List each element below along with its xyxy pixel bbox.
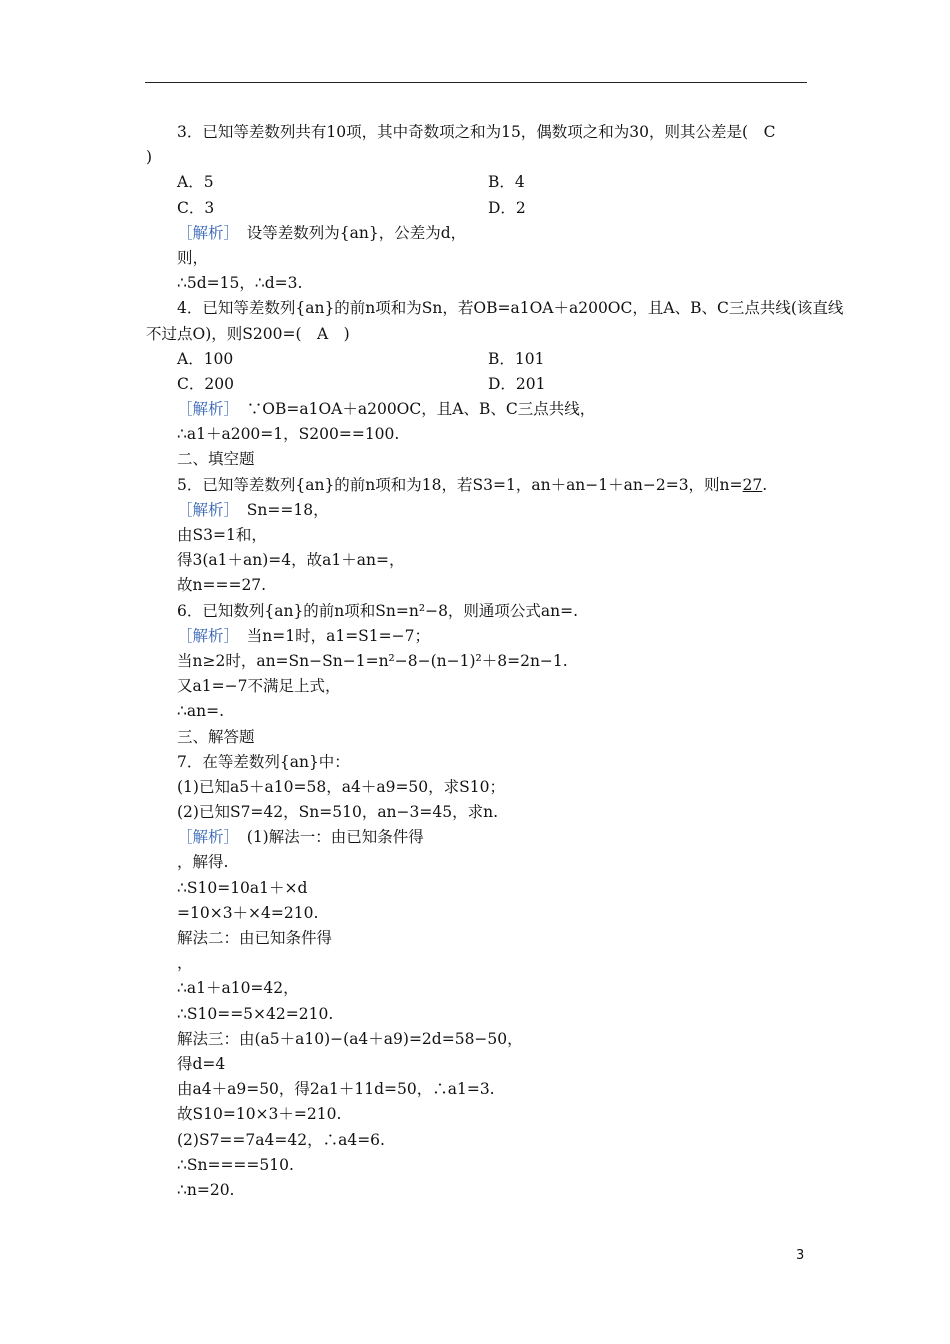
analysis-tag: ［解析］	[177, 223, 232, 242]
q4-option-b: B．101	[488, 349, 545, 368]
q3-options-row1	[146, 170, 808, 195]
q6-solution-4: ∴an=.	[177, 702, 224, 721]
q6-solution-3: 又a1=−7不满足上式，	[177, 677, 341, 696]
q7-solution-11: 由a4＋a9=50，得2a1＋11d=50，∴a1=3.	[177, 1080, 495, 1099]
q3-stem: 3．已知等差数列共有10项，其中奇数项之和为15，偶数项之和为30，则其公差是( C	[177, 123, 776, 141]
q3-solution-3: ∴5d=15，∴d=3.	[177, 274, 303, 293]
q3-option-a: A．5	[177, 173, 214, 192]
q6-stem: 6．已知数列{an}的前n项和Sn=n²−8，则通项公式an=.	[177, 601, 579, 620]
q3-option-d: D．2	[488, 198, 526, 217]
q5-solution-1: ［解析］ Sn==18，	[177, 500, 329, 519]
q3-solution-1: ［解析］ 设等差数列为{an}，公差为d，	[177, 223, 467, 242]
q6-solution-2: 当n≥2时，an=Sn−Sn−1=n²−8−(n−1)²＋8=2n−1.	[177, 651, 568, 670]
q4-option-d: D．201	[488, 374, 546, 393]
q3-stem-cont: )	[146, 148, 153, 167]
q7-solution-10: 得d=4	[177, 1054, 226, 1073]
q7-solution-9: 解法三：由(a5＋a10)−(a4＋a9)=2d=58−50，	[177, 1029, 523, 1048]
q7-solution-12: 故S10=10×3＋=210.	[177, 1105, 342, 1124]
q6-solution-1: ［解析］ 当n=1时，a1=S1=−7；	[177, 626, 431, 645]
q5-stem: 5．已知等差数列{an}的前n项和为18，若S3=1，an＋an−1＋an−2=3，则n=27.	[177, 475, 768, 494]
q7-solution-3: ∴S10=10a1＋×d	[177, 878, 308, 897]
q7-part-2: (2)已知S7=42，Sn=510，an−3=45，求n.	[177, 803, 499, 822]
q3-option-b: B．4	[488, 173, 525, 192]
q7-solution-2: ，解得.	[177, 853, 229, 872]
q7-solution-7: ∴a1＋a10=42，	[177, 979, 299, 998]
q4-stem: 4．已知等差数列{an}的前n项和为Sn，若OB=a1OA＋a200OC，且A、B、C三点共线(该直线	[177, 299, 844, 318]
analysis-tag: ［解析］	[177, 500, 232, 519]
q3-option-c: C．3	[177, 198, 215, 217]
section-heading-fill-in: 二、填空题	[177, 450, 255, 469]
q7-solution-5: 解法二：由已知条件得	[177, 929, 333, 947]
q4-options-row1	[146, 347, 808, 372]
q5-answer: 27	[742, 475, 763, 494]
q3-solution-2: 则，	[177, 248, 209, 267]
section-heading-answer: 三、解答题	[177, 727, 255, 746]
q7-solution-14: ∴Sn====510.	[177, 1155, 294, 1174]
q5-solution-3: 得3(a1＋an)=4，故a1＋an=，	[177, 551, 405, 570]
q4-options-row2	[146, 372, 808, 397]
q4-solution-1: ［解析］ ∵OB=a1OA＋a200OC，且A、B、C三点共线，	[177, 400, 596, 419]
header-rule	[145, 82, 807, 83]
q7-solution-15: ∴n=20.	[177, 1180, 235, 1199]
q4-solution-2: ∴a1＋a200=1，S200==100.	[177, 425, 400, 444]
q4-option-c: C．200	[177, 374, 234, 393]
q5-solution-4: 故n===27.	[177, 576, 267, 595]
analysis-tag: ［解析］	[177, 828, 232, 847]
q4-option-a: A．100	[177, 349, 234, 368]
q4-stem-cont: 不过点O)，则S200=( A )	[146, 324, 350, 343]
q5-solution-2: 由S3=1和，	[177, 526, 267, 544]
q7-solution-1: ［解析］ (1)解法一：由已知条件得	[177, 828, 424, 847]
q3-options-row2	[146, 196, 808, 221]
q7-stem: 7．在等差数列{an}中：	[177, 752, 350, 771]
q7-solution-13: (2)S7==7a4=42，∴a4=6.	[177, 1130, 385, 1149]
page-number: 3	[796, 1248, 805, 1263]
q7-solution-8: ∴S10==5×42=210.	[177, 1004, 334, 1023]
analysis-tag: ［解析］	[177, 400, 232, 419]
q7-solution-6: ，	[177, 954, 193, 973]
q7-part-1: (1)已知a5＋a10=58，a4＋a9=50，求S10；	[177, 777, 505, 796]
analysis-tag: ［解析］	[177, 626, 232, 645]
document-body	[146, 120, 844, 1203]
q7-solution-4: =10×3＋×4=210.	[177, 903, 319, 922]
